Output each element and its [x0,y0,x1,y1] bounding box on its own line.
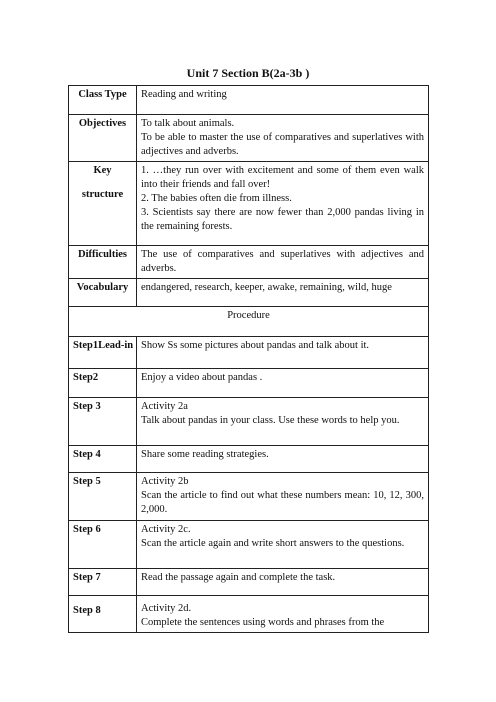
vocabulary-label: Vocabulary [69,279,137,307]
key-structure-label [69,162,137,246]
step-content: Show Ss some pictures about pandas and talk about it. [137,337,429,369]
vocabulary-value: endangered, research, keeper, awake, remaining, wild, huge [137,279,429,307]
step-line: Scan the article to find out what these numbers mean: 10, 12, 300, 2,000. [141,490,424,515]
objectives-line: To talk about animals. [141,118,235,129]
step-line: Activity 2b [141,476,189,487]
step-label: Step 5 [69,473,137,521]
key-structure-label-line: Key [93,165,112,176]
class-type-row [69,86,429,115]
key-structure-value [137,162,429,246]
step-row [69,596,429,633]
step-line: Activity 2d. [141,603,192,614]
step-content: Share some reading strategies. [137,446,429,473]
key-structure-row [69,162,429,246]
objectives-line: To be able to master the use of comparatives and superlatives with adjectives and adverbs. [141,132,424,157]
step-row [69,521,429,569]
class-type-value: Reading and writing [137,86,429,115]
step-row [69,446,429,473]
class-type-label: Class Type [69,86,137,115]
objectives-row [69,115,429,162]
difficulties-row [69,246,429,279]
step-content: Read the passage again and complete the task. [137,569,429,596]
step-label: Step 6 [69,521,137,569]
key-structure-line: 2. The babies often die from illness. [141,193,292,204]
step-line: Activity 2a [141,401,188,412]
step-row [69,569,429,596]
step-label: Step 3 [69,398,137,446]
step-line: Complete the sentences using words and phrases from the [141,617,385,628]
step-line: Scan the article again and write short answers to the questions. [141,538,405,549]
step-row [69,369,429,398]
step-label: Step 8 [69,596,137,633]
step-content [137,473,429,521]
step-line: Talk about pandas in your class. Use these words to help you. [141,415,400,426]
step-label: Step 4 [69,446,137,473]
objectives-value [137,115,429,162]
lesson-plan-table [68,85,429,633]
step-content [137,398,429,446]
procedure-heading-row [69,307,429,337]
procedure-heading: Procedure [69,307,429,337]
step-line: Activity 2c. [141,524,191,535]
step-content [137,596,429,633]
step-row [69,398,429,446]
step-row [69,473,429,521]
step-row [69,337,429,369]
step-content: Enjoy a video about pandas . [137,369,429,398]
step-label: Step1Lead-in [69,337,137,369]
difficulties-value: The use of comparatives and superlatives with adjectives and adverbs. [137,246,429,279]
key-structure-line: 1. …they run over with excitement and some of them even walk into their friends and fall over! [141,165,424,190]
step-label: Step 7 [69,569,137,596]
difficulties-label: Difficulties [69,246,137,279]
step-content [137,521,429,569]
objectives-label: Objectives [69,115,137,162]
document-title: Unit 7 Section B(2a-3b ) [186,66,310,80]
key-structure-line: 3. Scientists say there are now fewer than 2,000 pandas living in the remaining forests. [141,207,424,232]
step-label: Step2 [69,369,137,398]
vocabulary-row [69,279,429,307]
key-structure-label-line: structure [81,189,124,200]
